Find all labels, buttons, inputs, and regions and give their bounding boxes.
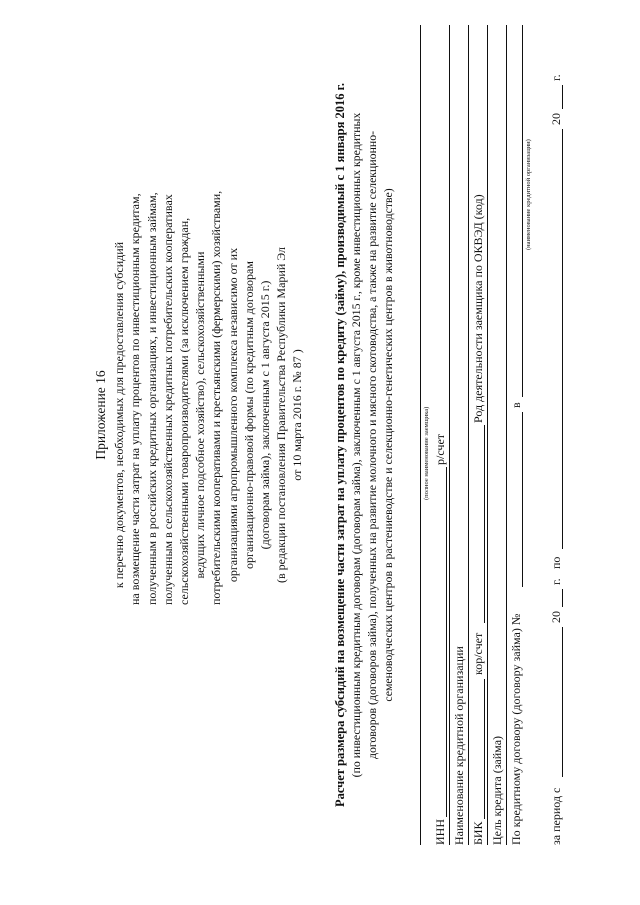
contract-number-field[interactable] [522,412,523,587]
appendix-line: организационно-правовой формы (по кредитным договорам [241,261,256,569]
period-end-date-field[interactable] [562,129,563,549]
calculation-title: Расчет размера субсидий на возмещение части затрат на уплату процентов по кредиту (займу), производимый с 1 января 2016 г. [333,82,347,808]
borrower-caption: (полное наименование заемщика) [423,406,430,500]
appendix-line: от 10 марта 2016 г. № 87 ) [290,349,305,481]
bank-name-field[interactable] [522,25,523,397]
appendix-line: к перечню документов, необходимых для предоставления субсидий [112,241,127,589]
corr-account-label: кор/счет [471,632,485,675]
period-end-year-field[interactable] [562,85,563,109]
bank-caption: (наименование кредитной организации) [525,139,532,250]
appendix-line: на возмещение части затрат на уплату процентов по инвестиционным кредитам, [128,193,143,605]
appendix-line: полученным в российских кредитных организациях, и инвестиционным займам, [144,192,159,605]
period-start-year-prefix: 20 [549,611,563,623]
appendix-line: потребительскими кооперативами и крестьянскими (фермерскими) хозяйствами, [209,190,224,605]
corr-account-field[interactable] [484,425,485,623]
appendix-line: организациями агропромышленного комплекса независимо от их [225,247,240,583]
appendix-line: ведущих личное подсобное хозяйство), сельскохозяйственными [193,251,208,579]
period-to-label: по [549,556,563,569]
in-label: в [509,402,523,408]
row-divider [506,25,507,845]
row-divider [468,25,469,845]
bik-label: БИК [471,821,485,845]
period-end-year-suffix: г. [549,74,563,81]
appendix-title: Приложение 16 [93,370,108,460]
row-divider [449,25,450,845]
row-divider [487,25,488,845]
appendix-line: (договорам займа), заключенным с 1 августа 2015 г.) [257,280,272,550]
period-start-year-suffix: г. [549,578,563,585]
calculation-subtitle-line: (по инвестиционным кредитным договорам (договорам займа), заключенным с 1 августа 2015 г., кроме инвестиционных кредитных [348,112,363,778]
inn-field[interactable] [446,467,447,817]
account-label: р/счет [433,433,447,465]
credit-purpose-label: Цель кредита (займа) [490,735,504,845]
bank-name-label: Наименование кредитной организации [452,646,466,845]
calculation-subtitle-line: семеноводческих центров в растениеводстве и селекционно-генетических центров в животноводстве) [380,188,395,702]
period-from-label: за период с [549,787,563,845]
period-start-year-field[interactable] [562,589,563,607]
appendix-line: полученным в сельскохозяйственных кредитных потребительских кооперативах [160,194,175,605]
okved-label: Род деятельности заемщика по ОКВЭД (код) [471,194,485,423]
appendix-line: (в редакции постановления Правительства Республики Марий Эл [274,246,289,584]
credit-contract-label: По кредитному договору (договору займа) № [509,613,523,845]
inn-label: ИНН [433,819,447,845]
bik-field[interactable] [484,679,485,819]
period-end-year-prefix: 20 [549,113,563,125]
borrower-name-line[interactable] [420,25,421,845]
appendix-line: сельскохозяйственными товаропроизводителями (за исключением граждан, [176,217,191,605]
calculation-subtitle-line: договоров (договоров займа), полученных на развитие молочного и мясного скотоводства, а также на развитие селекционно- [364,130,379,760]
period-start-date-field[interactable] [562,627,563,777]
